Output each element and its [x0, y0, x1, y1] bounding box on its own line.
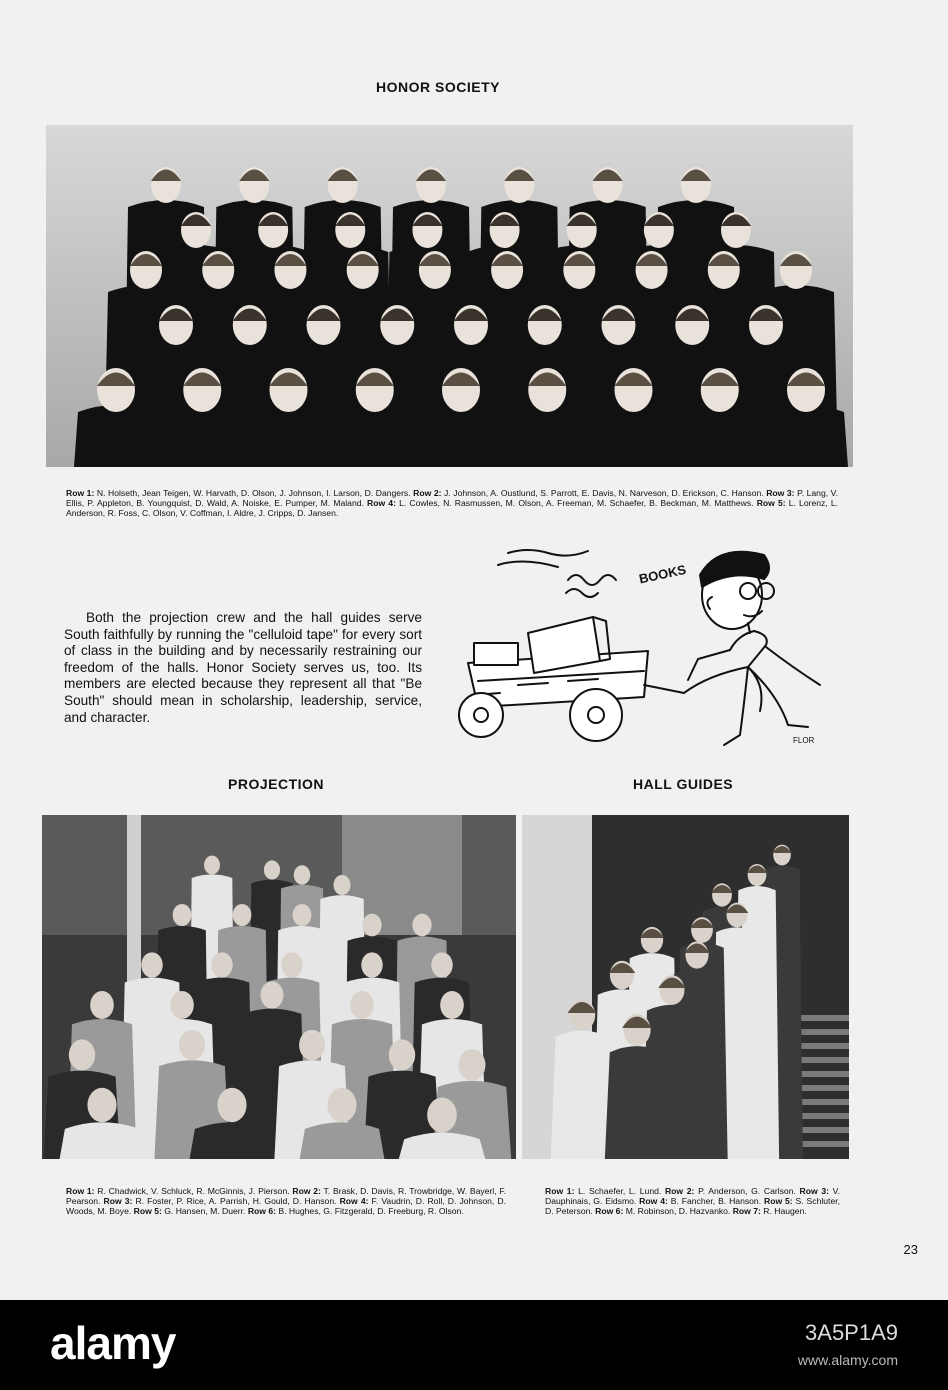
caption-row-names: R. Haugen.	[760, 1206, 807, 1216]
artist-signature: FLOR	[793, 736, 815, 745]
caption-row-label: Row 2:	[664, 1186, 695, 1196]
caption-row-label: Row 2:	[413, 488, 442, 498]
projection-photo	[42, 815, 516, 1159]
projection-caption	[66, 1186, 506, 1216]
caption-row-label: Row 2:	[292, 1186, 321, 1196]
group-portrait-image	[46, 125, 853, 467]
caption-row-names: R. Foster, P. Rice, A. Parrish, H. Gould, D. Hanson.	[132, 1196, 340, 1206]
caption-row-names: F. Vaudrin, D. Roll, D. Johnson, D. Woods, M. Boye.	[66, 1196, 507, 1216]
cartoon-illustration	[448, 535, 828, 755]
caption-row-names: R. Chadwick, V. Schluck, R. McGinnis, J. Pierson.	[94, 1186, 293, 1196]
caption-row-names: P. Lang, V. Ellis, P. Appleton, B. Youngquist, D. Wald, A. Noiske, E. Pumper, M. Maland.	[66, 488, 839, 508]
caption-row-names: B. Hughes, G. Fitzgerald, D. Freeburg, R. Olson.	[275, 1206, 464, 1216]
caption-row-label: Row 3:	[766, 488, 795, 498]
caption-row-label: Row 1:	[545, 1186, 575, 1196]
watermark-url: www.alamy.com	[797, 1352, 898, 1368]
stock-watermark-bar	[0, 1300, 948, 1390]
caption-row-names: M. Robinson, D. Hazvanko.	[623, 1206, 733, 1216]
intro-paragraph-text: Both the projection crew and the hall guides serve South faithfully by running the "celluloid tape" for every sort of class in the building and by necessarily restraining our freedom of the halls. Honor Society serves us, too. Its members are elected because they represent all that "Be South" should mean in scholarship, leadership, service, and character.	[64, 610, 422, 725]
honor-society-caption	[66, 488, 838, 518]
caption-row-label: Row 6:	[595, 1206, 624, 1216]
caption-row-label: Row 7:	[732, 1206, 761, 1216]
honor-society-photo	[46, 125, 853, 467]
caption-row-names: P. Anderson, G. Carlson.	[694, 1186, 800, 1196]
hall-guides-title: HALL GUIDES	[633, 776, 734, 792]
caption-row-label: Row 4:	[639, 1196, 668, 1206]
caption-row-label: Row 5:	[756, 498, 786, 508]
hall-guides-photo	[522, 815, 849, 1159]
caption-row-names: B. Fancher, B. Hanson.	[667, 1196, 764, 1206]
caption-row-label: Row 6:	[247, 1206, 276, 1216]
page-number: 23	[903, 1242, 918, 1257]
honor-society-title: HONOR SOCIETY	[376, 79, 500, 95]
caption-row-label: Row 3:	[799, 1186, 829, 1196]
caption-row-names: T. Brask, D. Davis, R. Trowbridge, W. Bayerl, F. Pearson.	[66, 1186, 507, 1206]
caption-row-names: V. Dauphinais, G. Eidsmo.	[545, 1186, 840, 1206]
stairway-image	[522, 815, 849, 1159]
caption-row-names: L. Cowles, N. Rasmussen, M. Olson, A. Freeman, M. Schaefer, B. Beckman, M. Matthews.	[395, 498, 757, 508]
watermark-image-id: 3A5P1A9	[805, 1320, 898, 1345]
projection-title: PROJECTION	[228, 776, 325, 792]
caption-row-label: Row 1:	[66, 1186, 95, 1196]
caption-row-label: Row 4:	[339, 1196, 369, 1206]
classroom-image	[42, 815, 516, 1159]
caption-row-label: Row 1:	[66, 488, 95, 498]
caption-row-names: N. Holseth, Jean Teigen, W. Harvath, D. Olson, J. Johnson, I. Larson, D. Dangers.	[94, 488, 414, 498]
intro-paragraph	[64, 610, 422, 726]
caption-row-names: G. Hansen, M. Duerr.	[161, 1206, 248, 1216]
caption-row-label: Row 5:	[133, 1206, 162, 1216]
caption-row-names: L. Lorenz, L. Anderson, R. Foss, C. Olson, V. Coffman, I. Aldre, J. Cripps, D. Jansen.	[66, 498, 838, 518]
caption-row-label: Row 4:	[367, 498, 396, 508]
hall-guides-caption	[545, 1186, 840, 1216]
books-label: BOOKS	[637, 561, 688, 587]
caption-row-names: J. Johnson, A. Oustlund, S. Parrott, E. Davis, N. Narveson, D. Erickson, C. Hanson.	[441, 488, 767, 498]
caption-row-label: Row 5:	[763, 1196, 793, 1206]
caption-row-names: L. Schaefer, L. Lund.	[574, 1186, 665, 1196]
caption-row-names: S. Schluter, D. Peterson.	[545, 1196, 840, 1216]
watermark-brand: alamy	[50, 1317, 176, 1369]
caption-row-label: Row 3:	[103, 1196, 133, 1206]
